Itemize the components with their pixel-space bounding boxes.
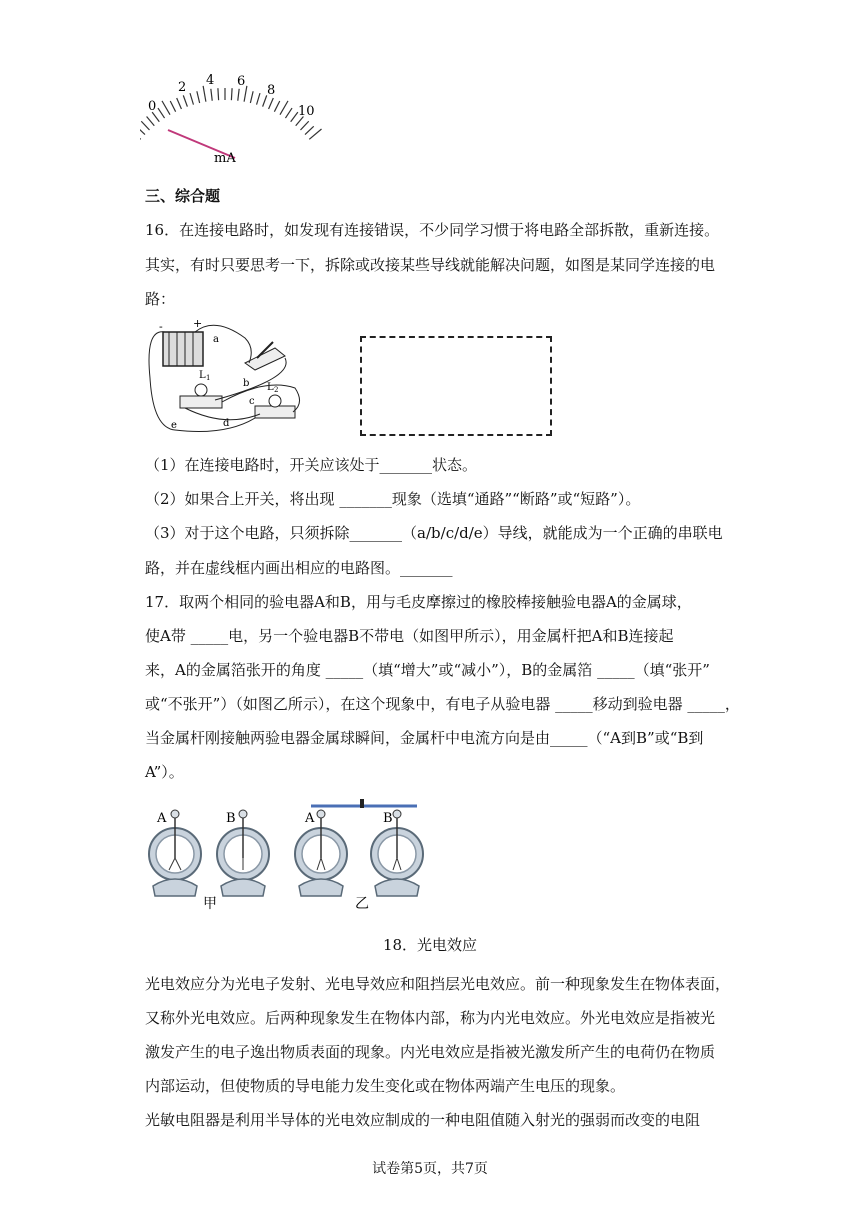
meter-tick [162, 101, 170, 115]
q17-line1: 17．取两个相同的验电器A和B，用与毛皮摩擦过的橡胶棒接触验电器A的金属球， [145, 593, 692, 611]
q17-line3: 来，A的金属箔张开的角度 _____（填“增大”或“减小”），B的金属箔 _____（填“张开” [145, 661, 710, 679]
lamp-L1-sub: 1 [206, 374, 211, 382]
q18-para-line1: 光电效应分为光电子发射、光电导效应和阻挡层光电效应。前一种现象发生在物体表面， [145, 975, 731, 993]
meter-tick [170, 101, 175, 112]
lamp-L1-bulb [195, 384, 207, 396]
meter-unit-label: mA [214, 151, 236, 166]
label-jia: 甲 [203, 896, 217, 912]
q16-subq2: （2）如果合上开关，将出现 _______现象（选填“通路”“断路”或“短路”）。 [145, 490, 641, 508]
wire-e-label: e [171, 420, 177, 431]
electroscope-B-jia [217, 810, 269, 896]
electroscope-B-yi [371, 810, 423, 896]
meter-tick [183, 95, 187, 106]
meter-tick [141, 121, 149, 130]
circuit-drawing-box[interactable] [360, 336, 552, 436]
wire-d-label: d [223, 418, 230, 429]
q16-subq3-line1: （3）对于这个电路，只须拆除_______（a/b/c/d/e）导线，就能成为一个正确的串联电 [145, 524, 723, 542]
q16-subq1: （1）在连接电路时，开关应该处于_______状态。 [145, 456, 478, 474]
meter-label-10: 10 [298, 104, 315, 119]
label-yi: 乙 [355, 896, 369, 912]
q17-line6: A”）。 [145, 763, 184, 781]
meter-tick [158, 108, 165, 118]
q17-line2: 使A带 _____电，另一个验电器B不带电（如图甲所示），用金属杆把A和B连接起 [145, 627, 674, 645]
electroscope-figure [145, 796, 435, 912]
q18-title: 18．光电效应 [382, 936, 478, 954]
q16-intro-line2: 其实，有时只要思考一下，拆除或改接某些导线就能解决问题，如图是某同学连接的电 [145, 256, 716, 274]
lamp-L2-bulb [269, 395, 281, 407]
meter-tick [280, 101, 288, 115]
label-A-jia: A [157, 811, 167, 826]
battery-plus-label: + [193, 318, 203, 330]
meter-tick [300, 121, 308, 130]
section-title: 三、综合题 [145, 187, 221, 205]
lamp-L1-base [180, 396, 222, 408]
lamp-L2-sub: 2 [274, 386, 279, 394]
meter-label-2: 2 [178, 80, 187, 95]
lamp-L1-label: L [199, 370, 206, 381]
meter-tick [231, 88, 232, 100]
meter-tick [250, 91, 253, 103]
lamp-L2-base [255, 406, 295, 418]
circuit-figure [145, 318, 325, 440]
meter-tick [197, 91, 200, 103]
meter-tick [218, 88, 219, 100]
label-A-yi: A [305, 811, 315, 826]
meter-tick [305, 126, 314, 134]
meter-tick [147, 117, 155, 126]
meter-tick [257, 93, 260, 104]
meter-label-0: 0 [148, 99, 157, 114]
meter-tick [190, 93, 193, 104]
electroscope-A-yi [295, 810, 347, 896]
meter-tick [274, 101, 279, 112]
milliammeter-figure [140, 70, 330, 170]
q17-line4: 或“不张开”）（如图乙所示），在这个现象中，有电子从验电器 _____移动到验电器 _____， [145, 695, 740, 713]
label-B-yi: B [383, 811, 393, 826]
lamp-L2-label: L [267, 382, 274, 393]
wire-b-label: b [243, 378, 250, 389]
meter-label-4: 4 [206, 73, 215, 88]
meter-tick [211, 89, 212, 101]
q16-subq3-line2: 路，并在虚线框内画出相应的电路图。_______ [145, 559, 453, 577]
meter-tick [291, 112, 298, 122]
battery-minus-label: - [159, 320, 163, 333]
meter-scale-ticks [140, 86, 322, 139]
meter-label-6: 6 [237, 74, 246, 89]
q18-para-line5: 光敏电阻器是利用半导体的光电效应制成的一种电阻值随入射光的强弱而改变的电阻 [145, 1111, 701, 1129]
meter-tick [285, 108, 292, 118]
label-B-jia: B [226, 811, 236, 826]
page-footer: 试卷第5页，共7页 [372, 1161, 488, 1177]
meter-tick [309, 129, 321, 139]
q16-intro-line1: 16．在连接电路时，如发现有连接错误，不少同学习惯于将电路全部拆散，重新连接。 [145, 221, 720, 239]
meter-tick [269, 98, 274, 109]
rod-handle [360, 799, 364, 808]
meter-tick [140, 126, 145, 134]
wire-c-label: c [249, 396, 255, 407]
q18-para-line4: 内部运动，但使物质的导电能力发生变化或在物体两端产生电压的现象。 [145, 1077, 626, 1095]
meter-tick [238, 89, 239, 101]
meter-tick [203, 86, 206, 102]
meter-tick [177, 98, 182, 109]
q18-para-line3: 激发产生的电子逸出物质表面的现象。内光电效应是指被光激发所产生的电荷仍在物质 [145, 1043, 716, 1061]
wire-a-label: a [213, 334, 219, 345]
q17-line5: 当金属杆刚接触两验电器金属球瞬间，金属杆中电流方向是由_____（“A到B”或“B到 [145, 729, 704, 747]
q16-intro-line3: 路： [145, 290, 176, 308]
q18-para-line2: 又称外光电效应。后两种现象发生在物体内部，称为内光电效应。外光电效应是指被光 [145, 1009, 716, 1027]
meter-label-8: 8 [267, 83, 276, 98]
